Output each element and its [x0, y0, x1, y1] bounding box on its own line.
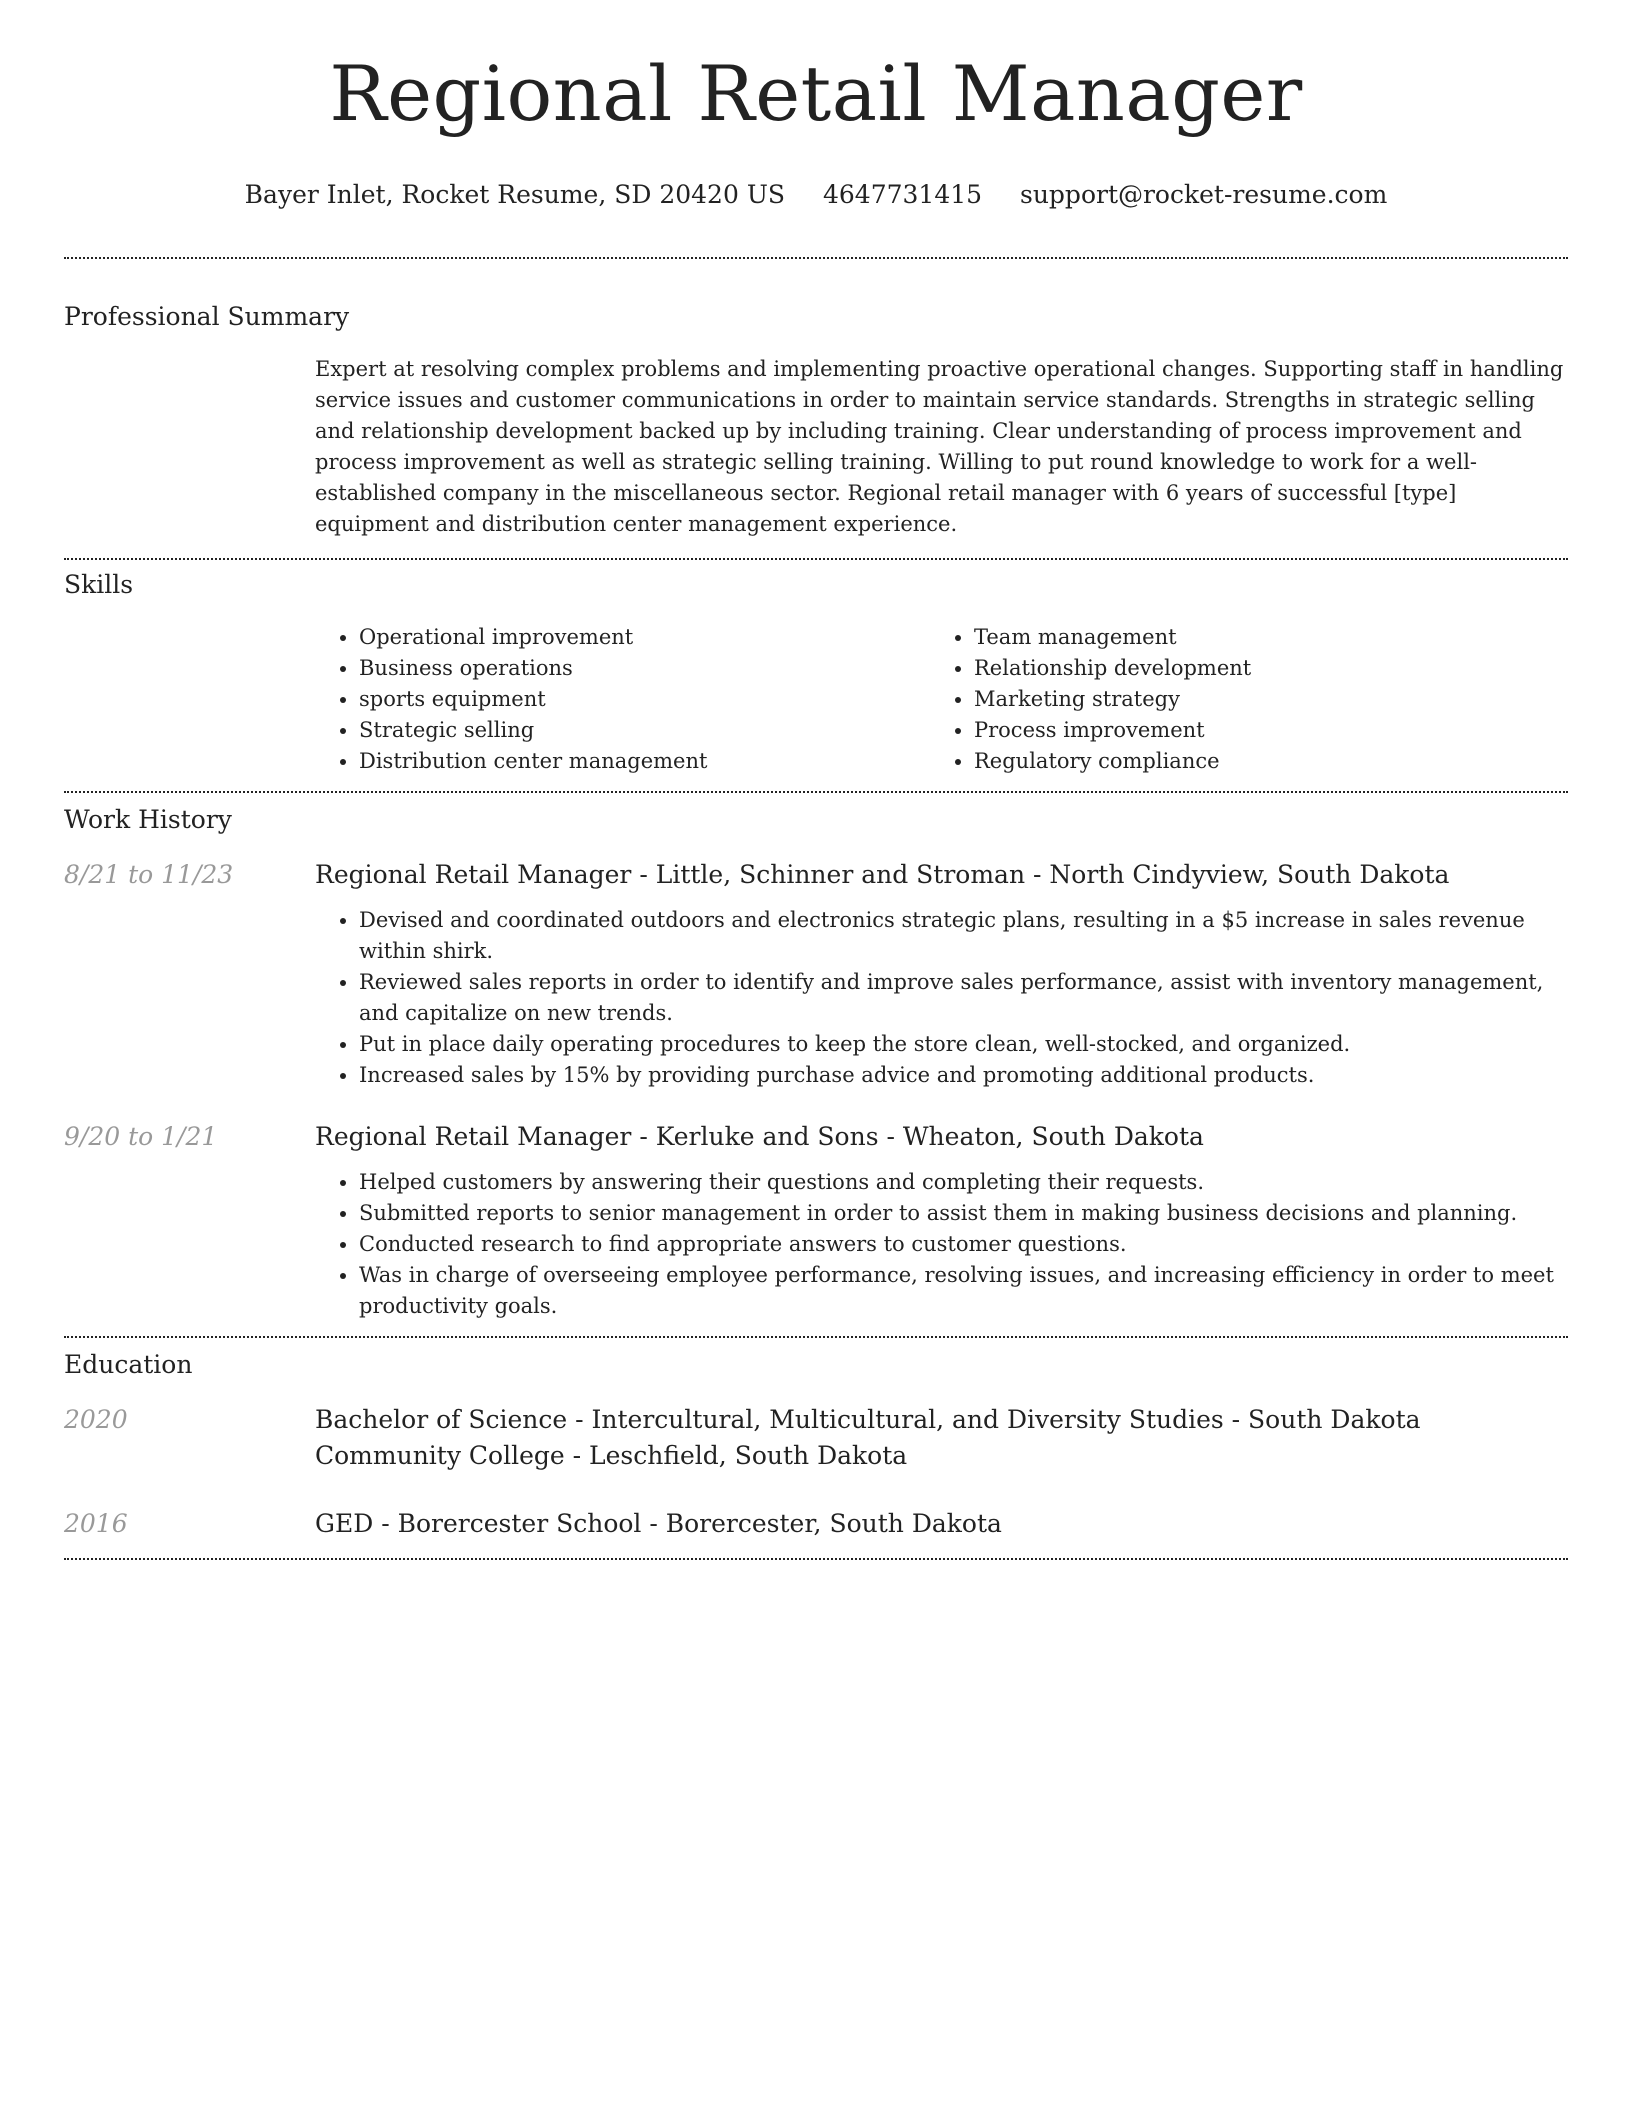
education-details: Bachelor of Science - Intercultural, Multicultural, and Diversity Studies - South Dakota Community College - Leschfield, South Dakota [315, 1405, 1421, 1470]
work-history-section [64, 803, 1568, 1322]
job-title: Regional Retail Manager - Little, Schinner and Stroman - North Cindyview, South Dakota [315, 860, 1450, 889]
job-bullet: • Submitted reports to senior management in order to assist them in making business decisions and planning. [359, 1198, 1568, 1229]
resume-page [64, 0, 1568, 1560]
contact-address: Bayer Inlet, Rocket Resume, SD 20420 US [244, 180, 786, 209]
divider [64, 791, 1568, 793]
education-section [64, 1348, 1568, 1542]
skill-item: • Regulatory compliance [974, 746, 1545, 777]
job-entry [64, 857, 1568, 1091]
divider [64, 1558, 1568, 1560]
job-title: Regional Retail Manager - Kerluke and Sons - Wheaton, South Dakota [315, 1122, 1204, 1151]
education-details: GED - Borercester School - Borercester, South Dakota [315, 1509, 1002, 1538]
skill-item: • Distribution center management [359, 746, 930, 777]
contact-phone: 4647731415 [822, 180, 983, 209]
candidate-name: Regional Retail Manager [329, 49, 1303, 138]
skill-item: • Marketing strategy [974, 684, 1545, 715]
education-heading: Education [64, 1350, 193, 1379]
skill-item: • sports equipment [359, 684, 930, 715]
skill-item: • Strategic selling [359, 715, 930, 746]
skill-item: • Process improvement [974, 715, 1545, 746]
skills-heading: Skills [64, 570, 134, 599]
summary-text: Expert at resolving complex problems and implementing proactive operational changes. Supporting staff in handling service issues and customer communications in order to maintain service standards. Strengths in strategic selling and relationship development backed up by including training. Clear understanding of process improvement and process improvement as well as strategic selling training. Willing to put round knowledge to work for a well-established company in the miscellaneous sector. Regional retail manager with 6 years of successful [type] equipment and distribution center management experience. [315, 357, 1564, 536]
contact-email: support@rocket-resume.com [1020, 180, 1388, 209]
job-bullet: • Put in place daily operating procedures to keep the store clean, well-stocked, and organized. [359, 1029, 1568, 1060]
education-entry [64, 1402, 1568, 1474]
skills-column-right [930, 622, 1545, 777]
education-year: 2020 [64, 1405, 128, 1434]
skill-item: • Operational improvement [359, 622, 930, 653]
work-history-heading: Work History [64, 805, 232, 834]
job-bullet: • Increased sales by 15% by providing purchase advice and promoting additional products. [359, 1060, 1568, 1091]
divider [64, 257, 1568, 259]
job-bullet: • Reviewed sales reports in order to identify and improve sales performance, assist with inventory management, and capitalize on new trends. [359, 967, 1568, 1029]
skill-item: • Business operations [359, 653, 930, 684]
skills-section [64, 568, 1568, 777]
job-entry [64, 1119, 1568, 1322]
skill-item: • Relationship development [974, 653, 1545, 684]
job-bullet: • Was in charge of overseeing employee performance, resolving issues, and increasing efficiency in order to meet productivity goals. [359, 1260, 1568, 1322]
skills-list [315, 622, 1568, 777]
divider [64, 558, 1568, 560]
job-bullets [315, 905, 1568, 1091]
contact-line [64, 178, 1568, 212]
divider [64, 1336, 1568, 1338]
job-details [315, 1119, 1568, 1322]
job-bullet: • Helped customers by answering their questions and completing their requests. [359, 1167, 1568, 1198]
job-bullet: • Conducted research to find appropriate answers to customer questions. [359, 1229, 1568, 1260]
job-bullet: • Devised and coordinated outdoors and electronics strategic plans, resulting in a $5 increase in sales revenue within shirk. [359, 905, 1568, 967]
summary-section [64, 300, 1568, 540]
education-entry [64, 1506, 1568, 1542]
job-bullets [315, 1167, 1568, 1322]
job-dates: 9/20 to 1/21 [64, 1122, 218, 1151]
skill-item: • Team management [974, 622, 1545, 653]
job-dates: 8/21 to 11/23 [64, 860, 234, 889]
summary-heading: Professional Summary [64, 302, 350, 331]
skills-column-left [315, 622, 930, 777]
education-year: 2016 [64, 1509, 128, 1538]
job-details [315, 857, 1568, 1091]
